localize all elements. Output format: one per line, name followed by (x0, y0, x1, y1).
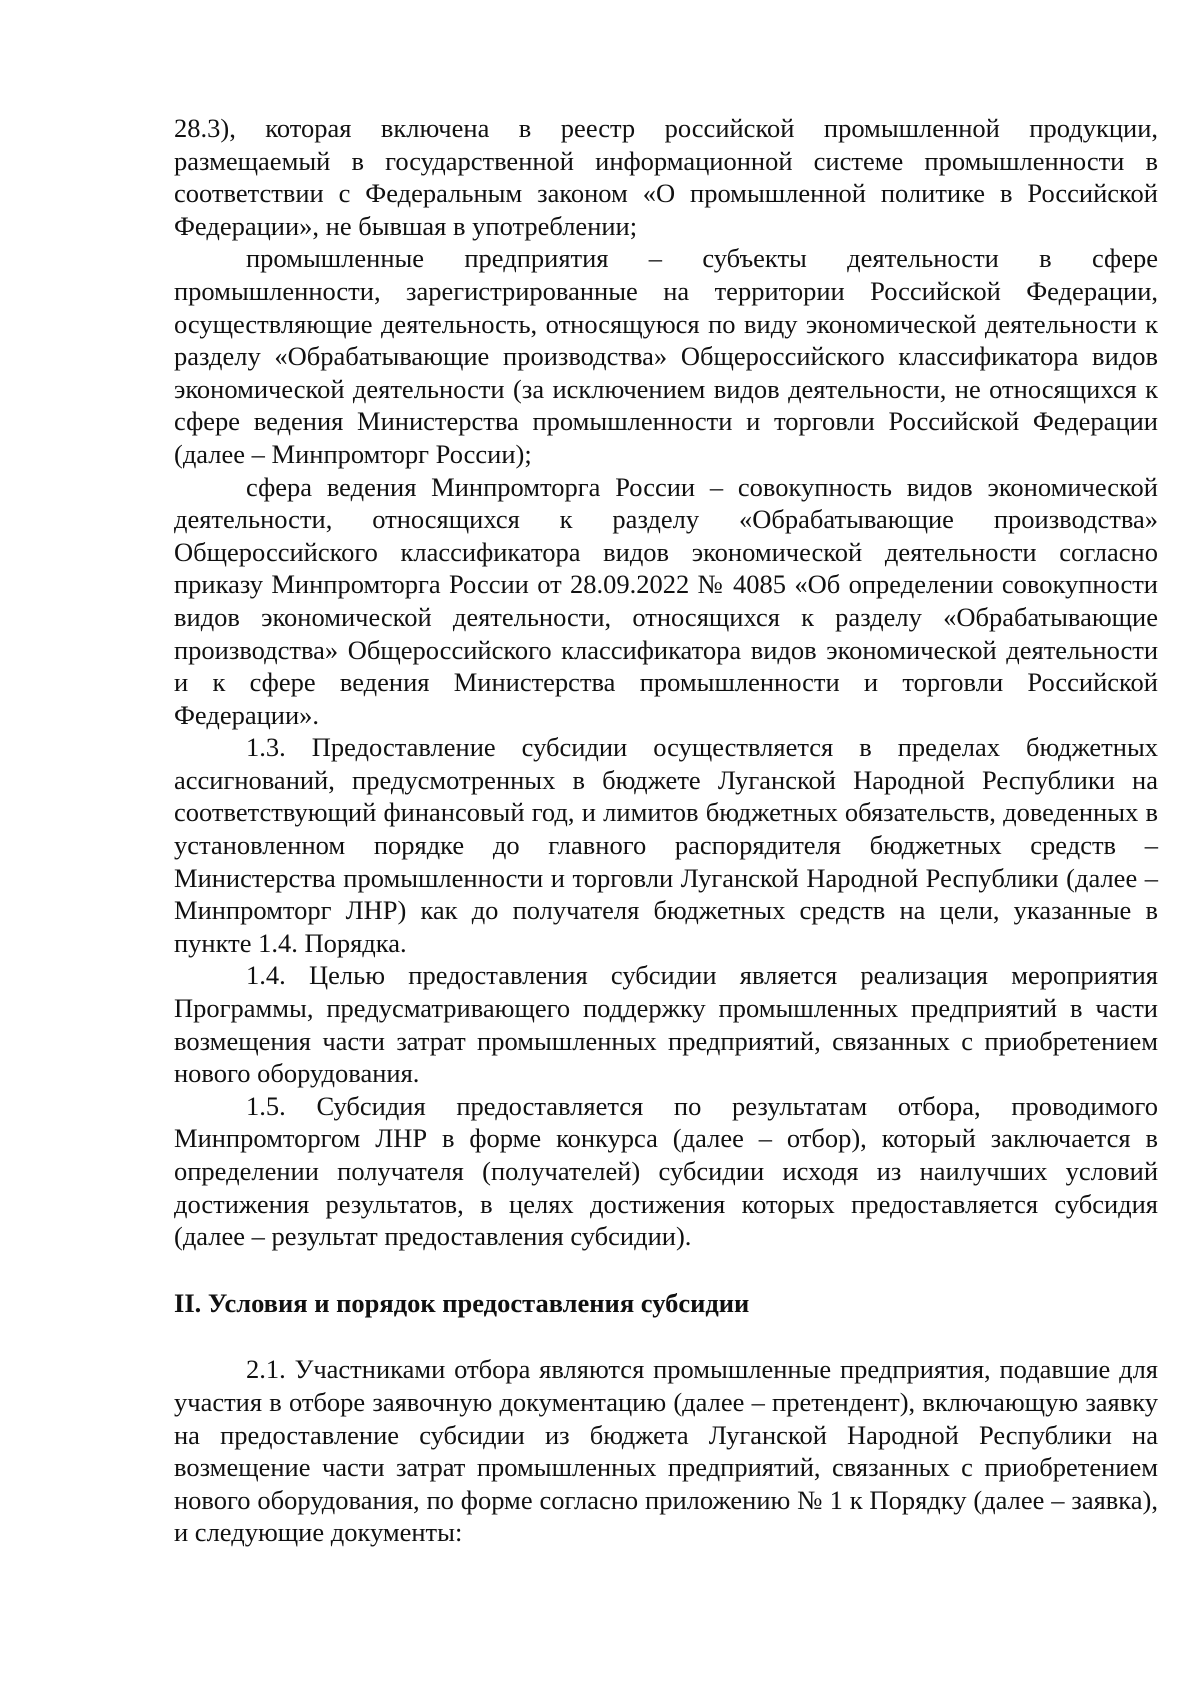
paragraph-2-1: 2.1. Участниками отбора являются промышленные предприятия, подавшие для участия в отборе заявочную документацию (далее – претендент), включающую заявку на предоставление субсидии из бюджета Луганской Народной Республики на возмещение части затрат промышленных предприятий, связанных с приобретением нового оборудования, по форме согласно приложению № 1 к Порядку (далее – заявка), и следующие документы: (174, 1354, 1158, 1548)
paragraph-definition-enterprises: промышленные предприятия – субъекты деятельности в сфере промышленности, зарегистрированные на территории Российской Федерации, осуществляющие деятельность, относящуюся по виду экономической деятельности к разделу «Обрабатывающие производства» Общероссийского классификатора видов экономической деятельности (за исключением видов деятельности, не относящихся к сфере ведения Министерства промышленности и торговли Российской Федерации (далее – Минпромторг России); (174, 243, 1158, 469)
document-page (174, 112, 1158, 1549)
paragraph-definition-sphere: сфера ведения Минпромторга России – совокупность видов экономической деятельности, относящихся к разделу «Обрабатывающие производства» Общероссийского классификатора видов экономической деятельности согласно приказу Минпромторга России от 28.09.2022 № 4085 «Об определении совокупности видов экономической деятельности, относящихся к разделу «Обрабатывающие производства» Общероссийского классификатора видов экономической деятельности и к сфере ведения Министерства промышленности и торговли Российской Федерации». (174, 471, 1158, 730)
paragraph-1-4: 1.4. Целью предоставления субсидии является реализация мероприятия Программы, предусматривающего поддержку промышленных предприятий в части возмещения части затрат промышленных предприятий, связанных с приобретением нового оборудования. (174, 960, 1158, 1089)
paragraph-1-5: 1.5. Субсидия предоставляется по результатам отбора, проводимого Минпромторгом ЛНР в форме конкурса (далее – отбор), который заключается в определении получателя (получателей) субсидии исходя из наилучших условий достижения результатов, в целях достижения которых предоставляется субсидия (далее – результат предоставления субсидии). (174, 1090, 1158, 1252)
section-heading: II. Условия и порядок предоставления субсидии (174, 1287, 750, 1318)
paragraph-continued: 28.3), которая включена в реестр российской промышленной продукции, размещаемый в государственной информационной системе промышленности в соответствии с Федеральным законом «О промышленной политике в Российской Федерации», не бывшая в употреблении; (174, 113, 1158, 241)
paragraph-1-3: 1.3. Предоставление субсидии осуществляется в пределах бюджетных ассигнований, предусмотренных в бюджете Луганской Народной Республики на соответствующий финансовый год, и лимитов бюджетных обязательств, доведенных в установленном порядке до главного распорядителя бюджетных средств – Министерства промышленности и торговли Луганской Народной Республики (далее – Минпромторг ЛНР) как до получателя бюджетных средств на цели, указанные в пункте 1.4. Порядка. (174, 732, 1158, 958)
